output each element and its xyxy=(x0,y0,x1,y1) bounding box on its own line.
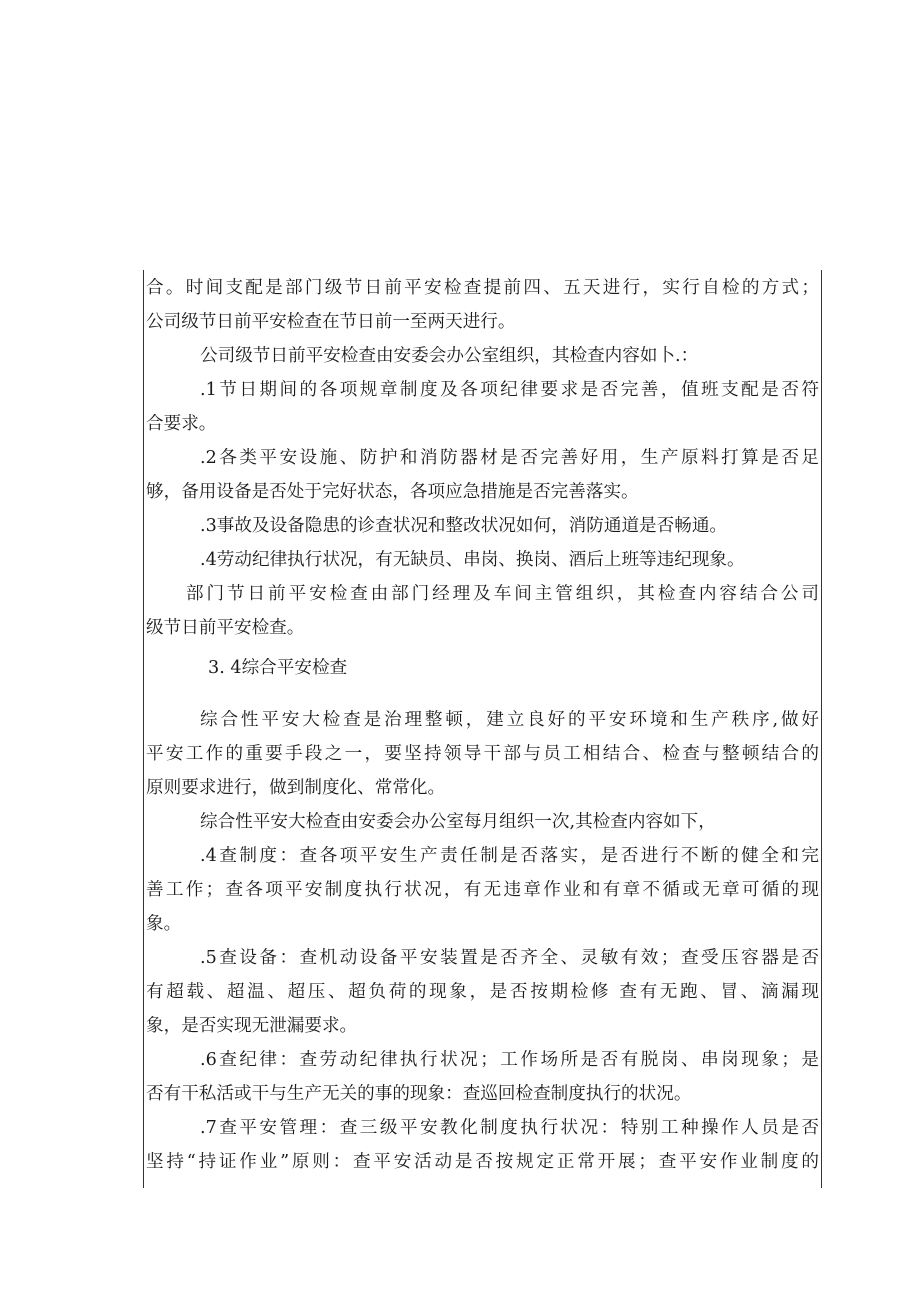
list-item-line: .6查纪律：查劳动纪律执行状况；工作场所是否有脱岗、串岗现象；是 xyxy=(200,1050,819,1070)
paragraph-line: 综合性平安大检查由安委会办公室每月组织一次,其检查内容如下， xyxy=(200,812,716,832)
list-item-line: 够，备用设备是否处于完好状态，各项应急措施是否完善落实。 xyxy=(146,482,639,502)
paragraph-line: 级节日前平安检查。 xyxy=(146,618,305,638)
list-item-line: .3事故及设备隐患的诊查状况和整改状况如何，消防通道是否畅通。 xyxy=(200,516,728,536)
list-item-line: 合要求。 xyxy=(146,414,217,434)
list-item-line: .1节日期间的各项规章制度及各项纪律要求是否完善，值班支配是否符 xyxy=(200,380,819,400)
list-item-line: .4查制度：查各项平安生产责任制是否落实，是否进行不断的健全和完 xyxy=(200,846,819,866)
list-item-line: .5查设备：查机动设备平安装置是否齐全、灵敏有效；查受压容器是否 xyxy=(200,948,819,968)
paragraph-line: 平安工作的重要手段之一，要坚持领导干部与员工相结合、检查与整顿结合的 xyxy=(146,744,819,764)
list-item-line: 有超载、超温、超压、超负荷的现象，是否按期检修 查有无跑、冒、滴漏现 xyxy=(146,982,819,1002)
list-item-line: 象，是否实现无泄漏要求。 xyxy=(146,1016,358,1036)
list-item-line: 坚持“持证作业”原则：查平安活动是否按规定正常开展；查平安作业制度的 xyxy=(146,1152,819,1172)
list-item-line: .7查平安管理：查三级平安教化制度执行状况：特别工种操作人员是否 xyxy=(200,1118,819,1138)
paragraph-line: 原则要求进行，做到制度化、常常化。 xyxy=(146,778,446,798)
section-heading: 3. 4综合平安检查 xyxy=(208,658,348,678)
list-item-line: .2各类平安设施、防护和消防器材是否完善好用，生产原料打算是否足 xyxy=(200,448,819,468)
list-item-line: .4劳动纪律执行状况，有无缺员、串岗、换岗、酒后上班等违纪现象。 xyxy=(200,550,745,570)
paragraph-line: 公司级节日前平安检查在节日前一至两天进行。 xyxy=(146,312,516,332)
list-item-line: 象。 xyxy=(146,914,182,934)
list-item-line: 善工作；查各项平安制度执行状况，有无违章作业和有章不循或无章可循的现 xyxy=(146,880,819,900)
paragraph-line: 公司级节日前平安检查由安委会办公室组织，其检查内容如卜.： xyxy=(200,346,699,366)
paragraph-line: 综合性平安大检查是治理整顿，建立良好的平安环境和生产秩序,做好 xyxy=(200,710,819,730)
paragraph-line: 部门节日前平安检查由部门经理及车间主管组织，其检查内容结合公司 xyxy=(186,584,819,604)
paragraph-line: 合。时间支配是部门级节日前平安检查提前四、五天进行，实行自检的方式； xyxy=(146,278,819,298)
document-body xyxy=(146,271,819,1179)
list-item-line: 否有干私活或干与生产无关的事的现象：查巡回检查制度执行的状况。 xyxy=(146,1084,692,1104)
